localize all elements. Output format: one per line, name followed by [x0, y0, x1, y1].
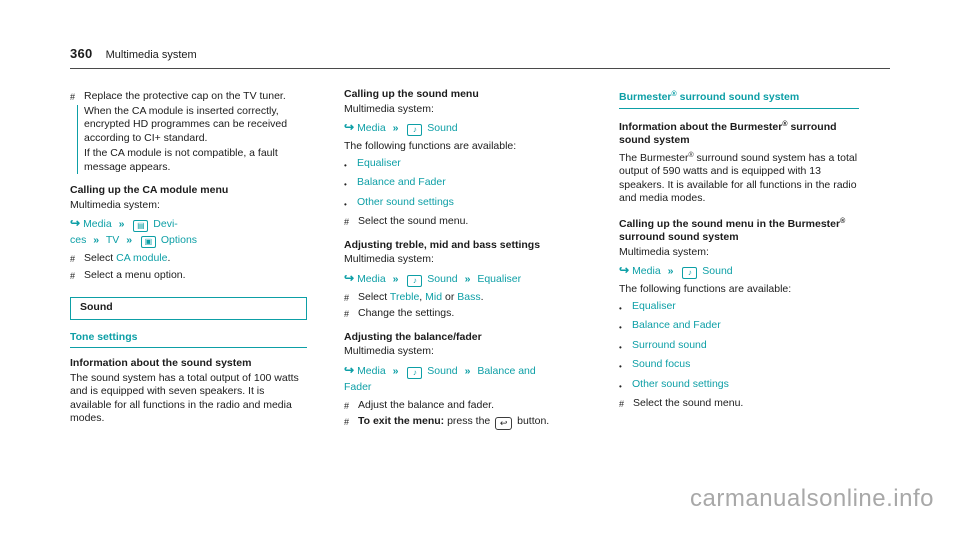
- step-content: [84, 252, 307, 267]
- list-item: [619, 298, 859, 318]
- list-item: [344, 174, 582, 194]
- step-text: .: [480, 290, 484, 303]
- page-number: 360: [70, 46, 93, 61]
- step-content: [84, 90, 307, 175]
- path-media: Media: [632, 265, 661, 277]
- list-bullet-icon: •: [619, 323, 622, 332]
- step-bullet-icon: #: [344, 400, 350, 411]
- functions-list: [619, 298, 859, 396]
- step-text: Change the settings.: [358, 307, 455, 319]
- sound-icon: ♪: [407, 367, 422, 379]
- mid-reference: Mid: [425, 290, 443, 303]
- list-bullet-icon: •: [619, 342, 622, 352]
- path-sound: Sound: [427, 364, 458, 377]
- path-sound: Sound: [702, 265, 733, 277]
- ca-module-reference: CA module: [116, 252, 168, 264]
- chapter-title: Multimedia system: [105, 49, 197, 61]
- heading-ca-module-menu: Calling up the CA module menu: [70, 184, 229, 196]
- note-text: When the CA module is inserted correctly, encrypted HD programmes can be received according to CI+ standard.: [84, 104, 288, 144]
- path-separator-icon: »: [93, 234, 100, 246]
- path-separator-icon: »: [392, 272, 399, 285]
- heading-text: surround sound system: [676, 91, 800, 103]
- path-media: Media: [83, 218, 112, 230]
- function-equaliser: Equaliser: [357, 156, 401, 169]
- sound-icon: ♪: [407, 275, 422, 287]
- path-media: Media: [357, 122, 386, 134]
- step-content: [358, 291, 582, 306]
- registered-mark: ®: [671, 91, 677, 98]
- subsection-burmester: [619, 88, 859, 109]
- step-text: Replace the protective cap on the TV tuner.: [84, 90, 286, 102]
- instruction-step: [344, 215, 582, 230]
- column-middle: [344, 88, 582, 432]
- step-bullet-icon: #: [344, 292, 350, 303]
- function-other-sound-settings: Other sound settings: [357, 195, 454, 208]
- path-options: Options: [160, 234, 198, 246]
- list-bullet-icon: •: [619, 381, 622, 391]
- path-balance-part1: Balance and: [477, 364, 536, 377]
- path-media: Media: [357, 364, 386, 377]
- list-bullet-icon: •: [344, 180, 347, 189]
- step-text: Select the sound menu.: [358, 215, 469, 227]
- list-item: [619, 317, 859, 337]
- list-bullet-icon: •: [344, 199, 347, 209]
- path-tv: TV: [105, 234, 120, 246]
- body-text-part: The Burmester: [619, 151, 689, 164]
- note-block: [77, 105, 307, 175]
- instruction-step: [70, 90, 307, 175]
- step-text: Select: [84, 252, 117, 264]
- menu-path-sound-burmester: [619, 262, 859, 279]
- heading-info-burmester: [619, 118, 859, 148]
- heading-text: surround sound system: [619, 231, 739, 243]
- instruction-step: [344, 399, 582, 414]
- exit-menu-label: To exit the menu:: [358, 415, 445, 427]
- path-separator-icon: »: [126, 234, 133, 246]
- menu-path-ca-module: [70, 215, 307, 248]
- treble-reference: Treble: [389, 290, 420, 303]
- path-sound: Sound: [427, 272, 458, 285]
- registered-mark: ®: [840, 217, 846, 225]
- bass-reference: Bass: [457, 290, 481, 303]
- column-right: [619, 88, 859, 414]
- page-header: [70, 46, 890, 69]
- step-text: Adjust the balance and fader.: [358, 398, 495, 411]
- function-sound-focus: Sound focus: [632, 358, 691, 370]
- step-text: button.: [514, 415, 550, 427]
- list-bullet-icon: •: [344, 160, 347, 170]
- heading-adjusting-treble: Adjusting treble, mid and bass settings: [344, 238, 541, 251]
- instruction-step: [344, 291, 582, 306]
- list-bullet-icon: •: [619, 362, 622, 371]
- step-text: Select the sound menu.: [633, 397, 744, 409]
- instruction-step: [344, 415, 582, 430]
- heading-adjusting-balance: Adjusting the balance/fader: [344, 330, 482, 343]
- path-media: Media: [357, 272, 386, 285]
- multimedia-system-label: Multimedia system:: [344, 345, 434, 357]
- subsection-tone-settings: Tone settings: [70, 331, 307, 349]
- instruction-step: [70, 252, 307, 267]
- functions-list: [344, 155, 582, 214]
- heading-calling-sound-menu: Calling up the sound menu: [344, 88, 479, 100]
- select-arrow-icon: ↪: [344, 120, 355, 134]
- instruction-step: [344, 307, 582, 322]
- path-separator-icon: »: [667, 265, 674, 277]
- step-text: or: [442, 290, 458, 303]
- path-balance-part2: Fader: [344, 380, 372, 393]
- step-text: ,: [419, 290, 426, 303]
- function-equaliser: Equaliser: [632, 299, 676, 312]
- path-equaliser: Equaliser: [477, 272, 522, 285]
- function-balance-fader: Balance and Fader: [357, 176, 446, 188]
- step-text: .: [167, 252, 171, 264]
- instruction-step: [619, 397, 859, 412]
- sound-icon: ♪: [407, 124, 422, 136]
- step-bullet-icon: #: [70, 92, 76, 102]
- step-content: [358, 415, 582, 430]
- sound-icon: ♪: [682, 267, 697, 279]
- instruction-step: [70, 269, 307, 284]
- multimedia-system-label: Multimedia system:: [619, 245, 709, 258]
- path-separator-icon: »: [392, 122, 399, 134]
- site-watermark: carmanualsonline.info: [690, 485, 934, 512]
- step-text: press the: [444, 415, 494, 427]
- functions-available-label: The following functions are available:: [344, 140, 517, 152]
- function-other-sound-settings: Other sound settings: [632, 377, 729, 390]
- list-item: [344, 194, 582, 214]
- select-arrow-icon: ↪: [344, 362, 355, 377]
- functions-available-label: The following functions are available:: [619, 283, 792, 295]
- step-text: Select a menu option.: [84, 268, 186, 281]
- heading-calling-burmester: [619, 215, 859, 245]
- path-separator-icon: »: [464, 364, 471, 377]
- path-devices-part2: ces: [70, 234, 87, 246]
- heading-text: surround sound system: [619, 120, 837, 146]
- path-separator-icon: »: [118, 218, 125, 230]
- multimedia-system-label: Multimedia system:: [344, 253, 434, 265]
- list-item: [619, 356, 859, 376]
- menu-path-sound: [344, 119, 582, 136]
- list-bullet-icon: •: [619, 303, 622, 313]
- select-arrow-icon: ↪: [619, 263, 630, 277]
- heading-info-sound-system: Information about the sound system: [70, 357, 252, 369]
- step-bullet-icon: #: [344, 309, 350, 319]
- function-surround-sound: Surround sound: [632, 338, 707, 351]
- list-item: [619, 337, 859, 357]
- path-separator-icon: »: [464, 272, 471, 285]
- body-text-part: surround sound system has a total output of 590 watts and is equipped with 13 speakers. It is available for all functions in the radio and media modes.: [619, 151, 858, 204]
- step-bullet-icon: #: [344, 417, 350, 427]
- options-icon: ▣: [141, 236, 156, 248]
- list-item: [344, 155, 582, 175]
- section-title-sound: Sound: [70, 297, 307, 320]
- select-arrow-icon: ↪: [70, 216, 81, 230]
- heading-text: Information about the Burmester: [619, 120, 783, 133]
- menu-path-equaliser: [344, 270, 582, 287]
- step-bullet-icon: #: [344, 217, 350, 227]
- step-text: Select: [358, 290, 390, 303]
- column-left: [70, 88, 307, 426]
- path-sound: Sound: [427, 122, 458, 134]
- body-text: [619, 149, 859, 206]
- heading-text: Burmester: [619, 91, 672, 103]
- list-item: [619, 376, 859, 396]
- registered-mark: ®: [782, 120, 788, 128]
- path-separator-icon: »: [392, 364, 399, 377]
- body-text: The sound system has a total output of 100 watts and is equipped with seven speakers. It is available for all functions in the radio and media modes.: [70, 371, 299, 424]
- registered-mark: ®: [688, 151, 694, 159]
- path-devices-part1: Devi-: [153, 218, 178, 230]
- back-button-icon: ↩: [495, 417, 512, 430]
- function-balance-fader: Balance and Fader: [632, 319, 721, 331]
- note-text: If the CA module is not compatible, a fault message appears.: [84, 147, 278, 173]
- menu-path-balance: [344, 362, 582, 395]
- multimedia-system-label: Multimedia system:: [344, 102, 434, 115]
- heading-text: Calling up the sound menu in the Burmester: [619, 217, 841, 230]
- step-bullet-icon: #: [619, 399, 625, 409]
- step-bullet-icon: #: [70, 254, 76, 264]
- multimedia-system-label: Multimedia system:: [70, 198, 160, 211]
- select-arrow-icon: ↪: [344, 270, 355, 285]
- devices-icon: ▤: [133, 220, 148, 232]
- step-bullet-icon: #: [70, 270, 76, 281]
- content-columns: [70, 88, 890, 432]
